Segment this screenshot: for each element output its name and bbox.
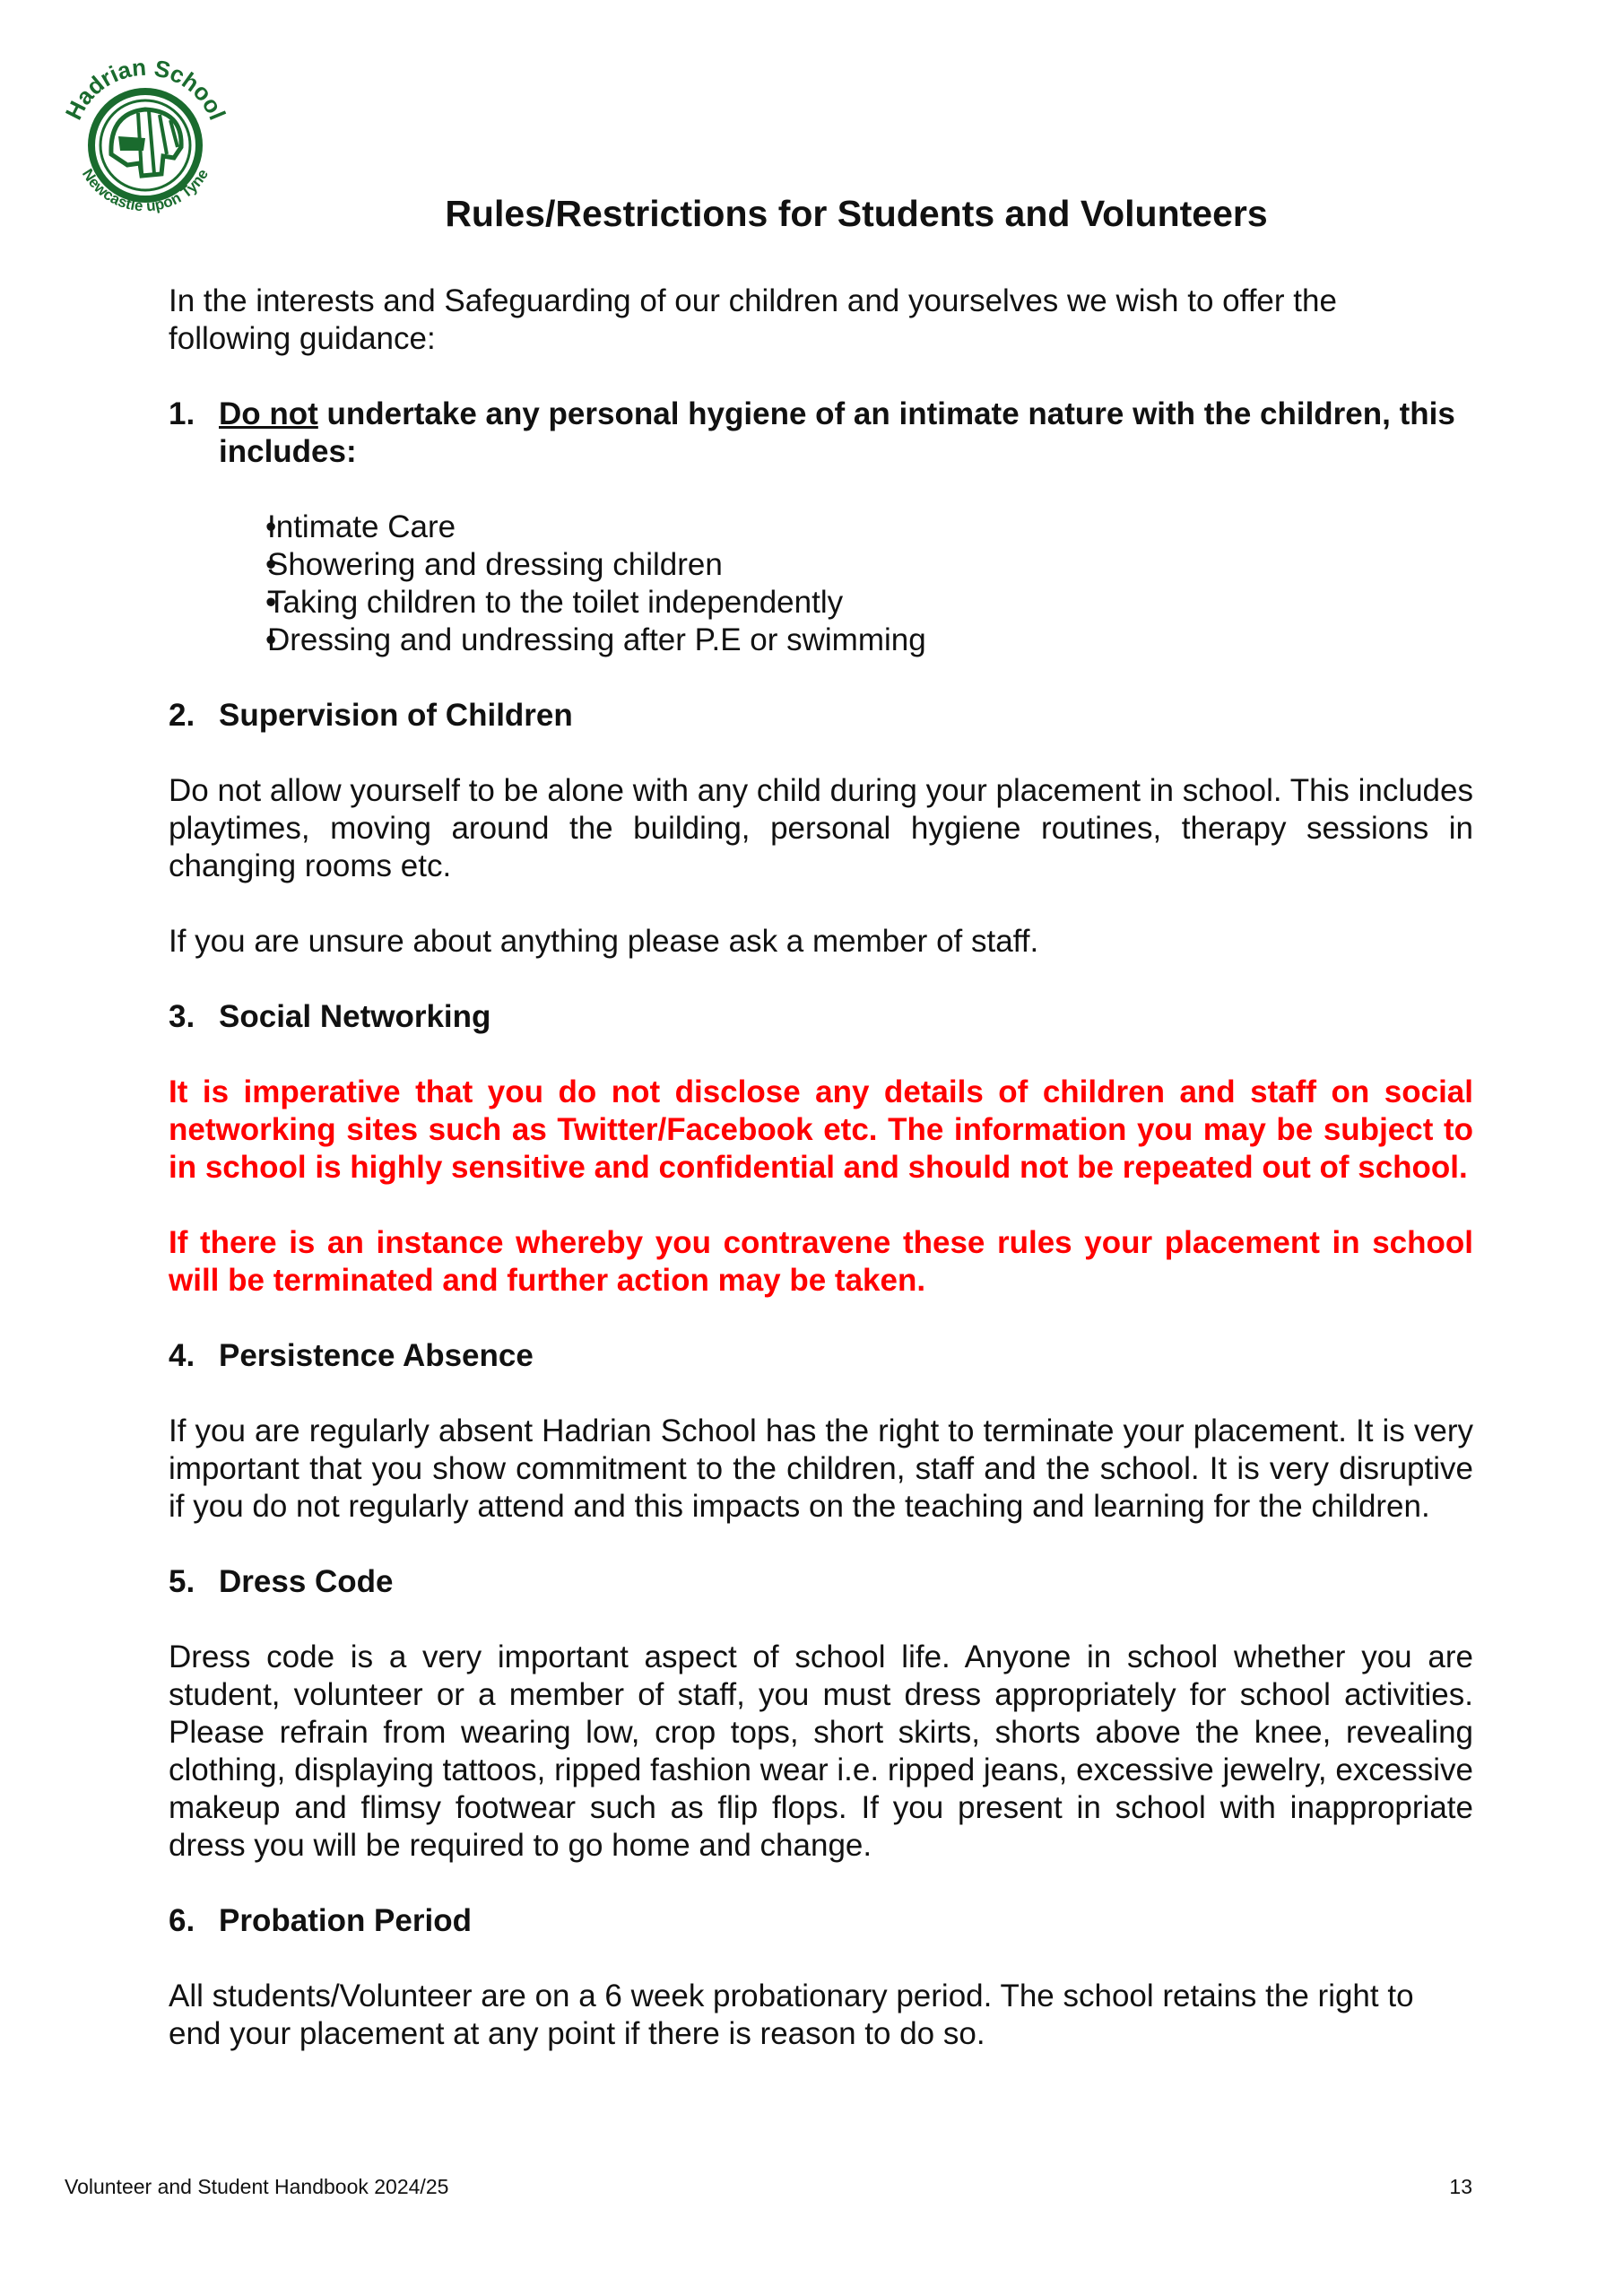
list-item: • Taking children to the toilet independently: [169, 584, 1473, 622]
section-2-paragraph: Do not allow yourself to be alone with any child during your placement in school. This includes playtimes, moving around the building, personal hygiene routines, therapy sessions in changing rooms etc.: [169, 773, 1473, 883]
section-2-paragraph: If you are unsure about anything please ask a member of staff.: [169, 924, 1039, 959]
document-body: [169, 283, 1473, 2053]
section-2-heading: 2. Supervision of Children: [169, 698, 573, 733]
section-1-heading-underlined: Do not: [219, 396, 318, 431]
section-3-heading: 3. Social Networking: [169, 999, 491, 1034]
list-item: • Intimate Care: [169, 509, 1473, 546]
section-4-heading: 4. Persistence Absence: [169, 1338, 534, 1373]
section-1-heading-text: undertake any personal hygiene of an intimate nature with the children, this includes:: [219, 396, 1455, 469]
list-item: • Showering and dressing children: [169, 546, 1473, 584]
page-number: 13: [1449, 2175, 1472, 2198]
page-footer: [65, 2175, 1472, 2199]
section-1-bullet-list: [169, 509, 1473, 659]
list-item: • Dressing and undressing after P.E or swimming: [169, 622, 1473, 659]
section-3-warning-paragraph: If there is an instance whereby you contravene these rules your placement in school will be terminated and further action may be taken.: [169, 1225, 1473, 1298]
section-number: 1.: [169, 396, 195, 431]
section-1-heading: [169, 396, 1473, 471]
logo-top-text: Hadrian School: [59, 53, 231, 125]
intro-paragraph: In the interests and Safeguarding of our children and yourselves we wish to offer the following guidance:: [169, 283, 1337, 356]
section-5-paragraph: Dress code is a very important aspect of school life. Anyone in school whether you are student, volunteer or a member of staff, you must dress appropriately for school activities. Please refrain from wearing low, crop tops, short skirts, shorts above the knee, revealing clothing, displaying tattoos, ripped fashion wear i.e. ripped jeans, excessive jewelry, excessive makeup and flimsy footwear such as flip flops. If you present in school with inappropriate dress you will be required to go home and change.: [169, 1639, 1473, 1863]
page-title: Rules/Restrictions for Students and Volunteers: [445, 193, 1268, 234]
section-6-heading: 6. Probation Period: [169, 1903, 472, 1938]
section-5-heading: 5. Dress Code: [169, 1564, 394, 1599]
footer-handbook-title: Volunteer and Student Handbook 2024/25: [65, 2175, 449, 2198]
section-4-paragraph: If you are regularly absent Hadrian School has the right to terminate your placement. It is very important that you show commitment to the children, staff and the school. It is very disruptive if you do not regularly attend and this impacts on the teaching and learning for the children.: [169, 1413, 1473, 1524]
section-6-paragraph: All students/Volunteer are on a 6 week probationary period. The school retains the right to end your placement at any point if there is reason to do so.: [169, 1979, 1414, 2051]
logo-bottom-text: Newcastle upon Tyne: [78, 165, 213, 215]
section-3-warning-paragraph: It is imperative that you do not disclose any details of children and staff on social networking sites such as Twitter/Facebook etc. The information you may be subject to in school is highly sensitive and confidential and should not be repeated out of school.: [169, 1074, 1473, 1185]
school-logo: [56, 39, 235, 237]
